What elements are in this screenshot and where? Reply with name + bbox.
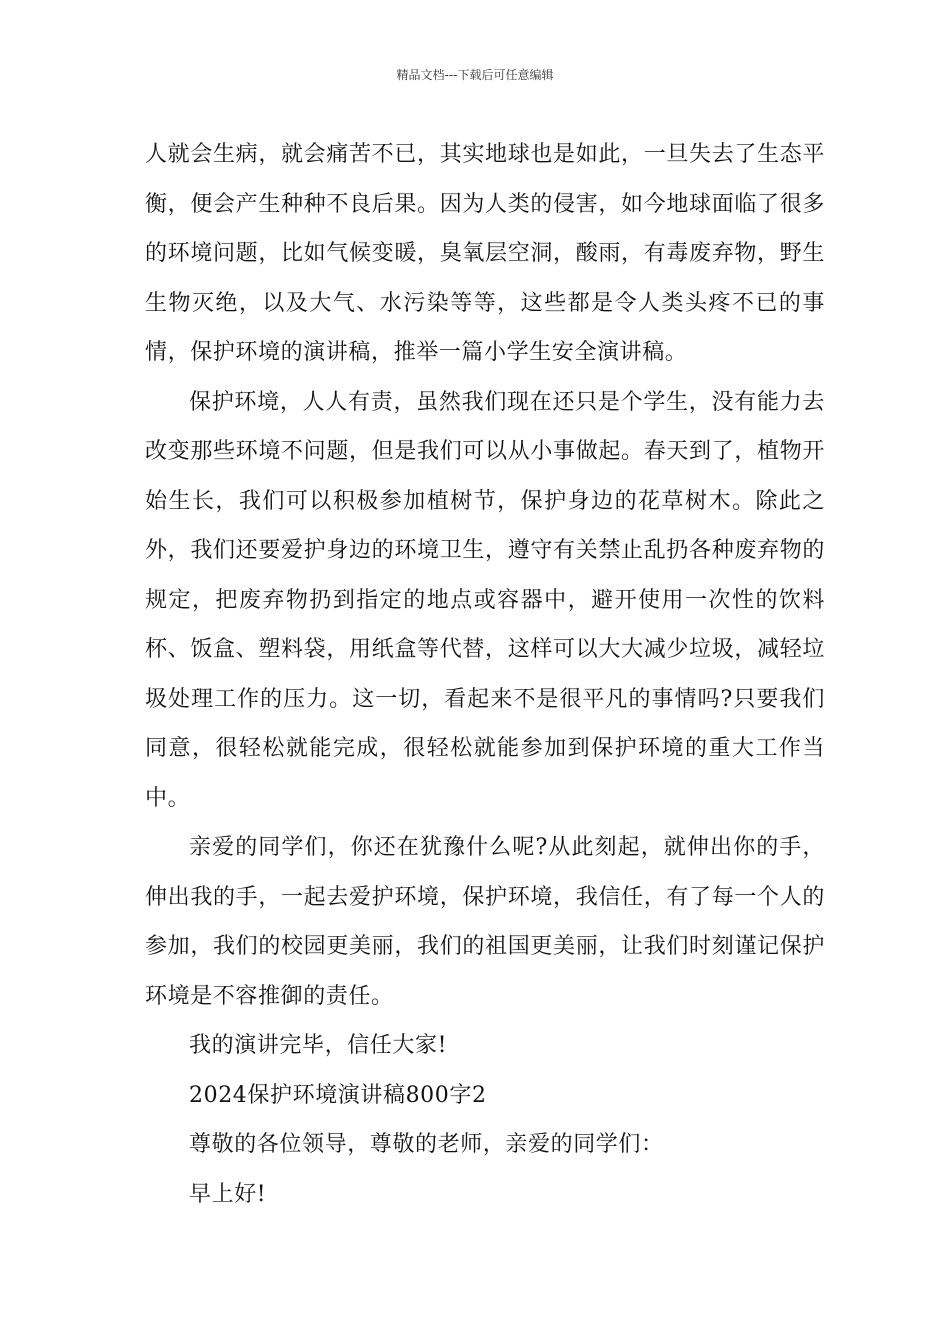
paragraph-continuation: 人就会生病，就会痛苦不已，其实地球也是如此，一旦失去了生态平衡，便会产生种种不良后果。因为人类的侵害，如今地球面临了很多的环境问题，比如气候变暖，臭氧层空洞，酸雨，有毒废弃物，野生生物灭绝，以及大气、水污染等等，这些都是令人类头疼不已的事情，保护环境的演讲稿，推举一篇小学生安全演讲稿。 bbox=[145, 142, 825, 365]
paragraph-call-to-action: 亲爱的同学们，你还在犹豫什么呢?从此刻起，就伸出你的手，伸出我的手，一起去爱护环境，保护环境，我信任，有了每一个人的参加，我们的校园更美丽，我们的祖国更美丽，让我们时刻谨记保护环境是不容推御的责任。 bbox=[145, 835, 825, 1009]
paragraph-closing: 我的演讲完毕，信任大家! bbox=[189, 1033, 448, 1058]
paragraph-protect-environment: 保护环境，人人有责，虽然我们现在还只是个学生，没有能力去改变那些环境不问题，但是我们可以从小事做起。春天到了，植物开始生长，我们可以积极参加植树节，保护身边的花草树木。除此之外，我们还要爱护身边的环境卫生，遵守有关禁止乱扔各种废弃物的规定，把废弃物扔到指定的地点或容器中，避开使用一次性的饮料杯、饭盒、塑料袋，用纸盒等代替，这样可以大大减少垃圾，减轻垃圾处理工作的压力。这一切，看起来不是很平凡的事情吗?只要我们同意，很轻松就能完成，很轻松就能参加到保护环境的重大工作当中。 bbox=[145, 389, 825, 811]
document-body bbox=[145, 130, 825, 1219]
page-header: 精品文档---下载后可任意编辑 bbox=[396, 68, 554, 82]
paragraph-salutation: 尊敬的各位领导，尊敬的老师，亲爱的同学们： bbox=[189, 1132, 664, 1157]
section-title: 2024保护环境演讲稿800字2 bbox=[189, 1082, 487, 1108]
paragraph-greeting: 早上好! bbox=[189, 1181, 267, 1207]
